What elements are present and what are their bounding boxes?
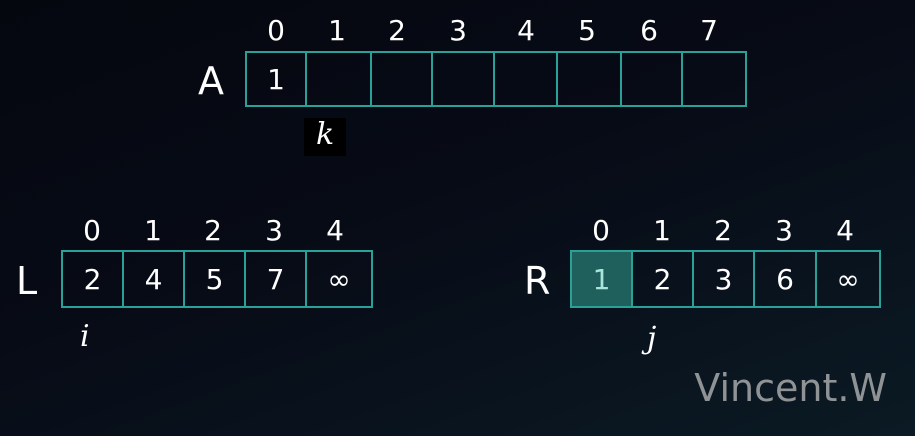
- array-r-cell-4: ∞: [817, 252, 881, 306]
- array-r-index-3: 3: [775, 214, 793, 247]
- array-a-index-3: 3: [449, 14, 467, 47]
- array-l-cell-1: 4: [124, 252, 185, 306]
- array-a-cell-0: 1: [247, 53, 307, 105]
- array-l-index-4: 4: [326, 214, 344, 247]
- pointer-i: i: [80, 319, 90, 354]
- array-r-cell-1: 2: [633, 252, 694, 306]
- array-l-index-3: 3: [265, 214, 283, 247]
- array-l-cell-0: 2: [63, 252, 124, 306]
- array-a-cell-1: [307, 53, 372, 105]
- array-a-cell-7: [683, 53, 747, 105]
- array-r-label: R: [524, 259, 551, 303]
- pointer-k: k: [304, 118, 346, 156]
- array-a-cell-3: [433, 53, 495, 105]
- array-r-cell-0: 1: [572, 252, 633, 306]
- array-r-index-4: 4: [836, 214, 854, 247]
- array-r-index-0: 0: [592, 214, 610, 247]
- array-l-cell-2: 5: [185, 252, 246, 306]
- array-a-index-5: 5: [578, 14, 596, 47]
- array-r-row: [570, 250, 881, 308]
- array-r-cell-2: 3: [694, 252, 755, 306]
- array-a-index-2: 2: [388, 14, 406, 47]
- array-a-index-6: 6: [640, 14, 658, 47]
- array-a-index-1: 1: [328, 14, 346, 47]
- array-l-index-0: 0: [83, 214, 101, 247]
- array-a-cell-2: [372, 53, 433, 105]
- array-l-cell-4: ∞: [307, 252, 373, 306]
- array-a-label: A: [198, 59, 224, 103]
- array-a-row: [245, 51, 747, 107]
- array-r-index-1: 1: [653, 214, 671, 247]
- watermark: Vincent.W: [694, 366, 887, 410]
- array-a-index-0: 0: [267, 14, 285, 47]
- array-a-cell-5: [558, 53, 622, 105]
- array-l-index-2: 2: [204, 214, 222, 247]
- array-a-cell-4: [495, 53, 558, 105]
- array-a-cell-6: [622, 53, 683, 105]
- array-r-cell-3: 6: [755, 252, 817, 306]
- array-a-index-7: 7: [700, 14, 718, 47]
- array-l-row: [61, 250, 373, 308]
- array-l-label: L: [16, 259, 38, 303]
- array-r-index-2: 2: [714, 214, 732, 247]
- array-l-cell-3: 7: [246, 252, 307, 306]
- pointer-j: j: [647, 321, 657, 356]
- array-l-index-1: 1: [144, 214, 162, 247]
- array-a-index-4: 4: [517, 14, 535, 47]
